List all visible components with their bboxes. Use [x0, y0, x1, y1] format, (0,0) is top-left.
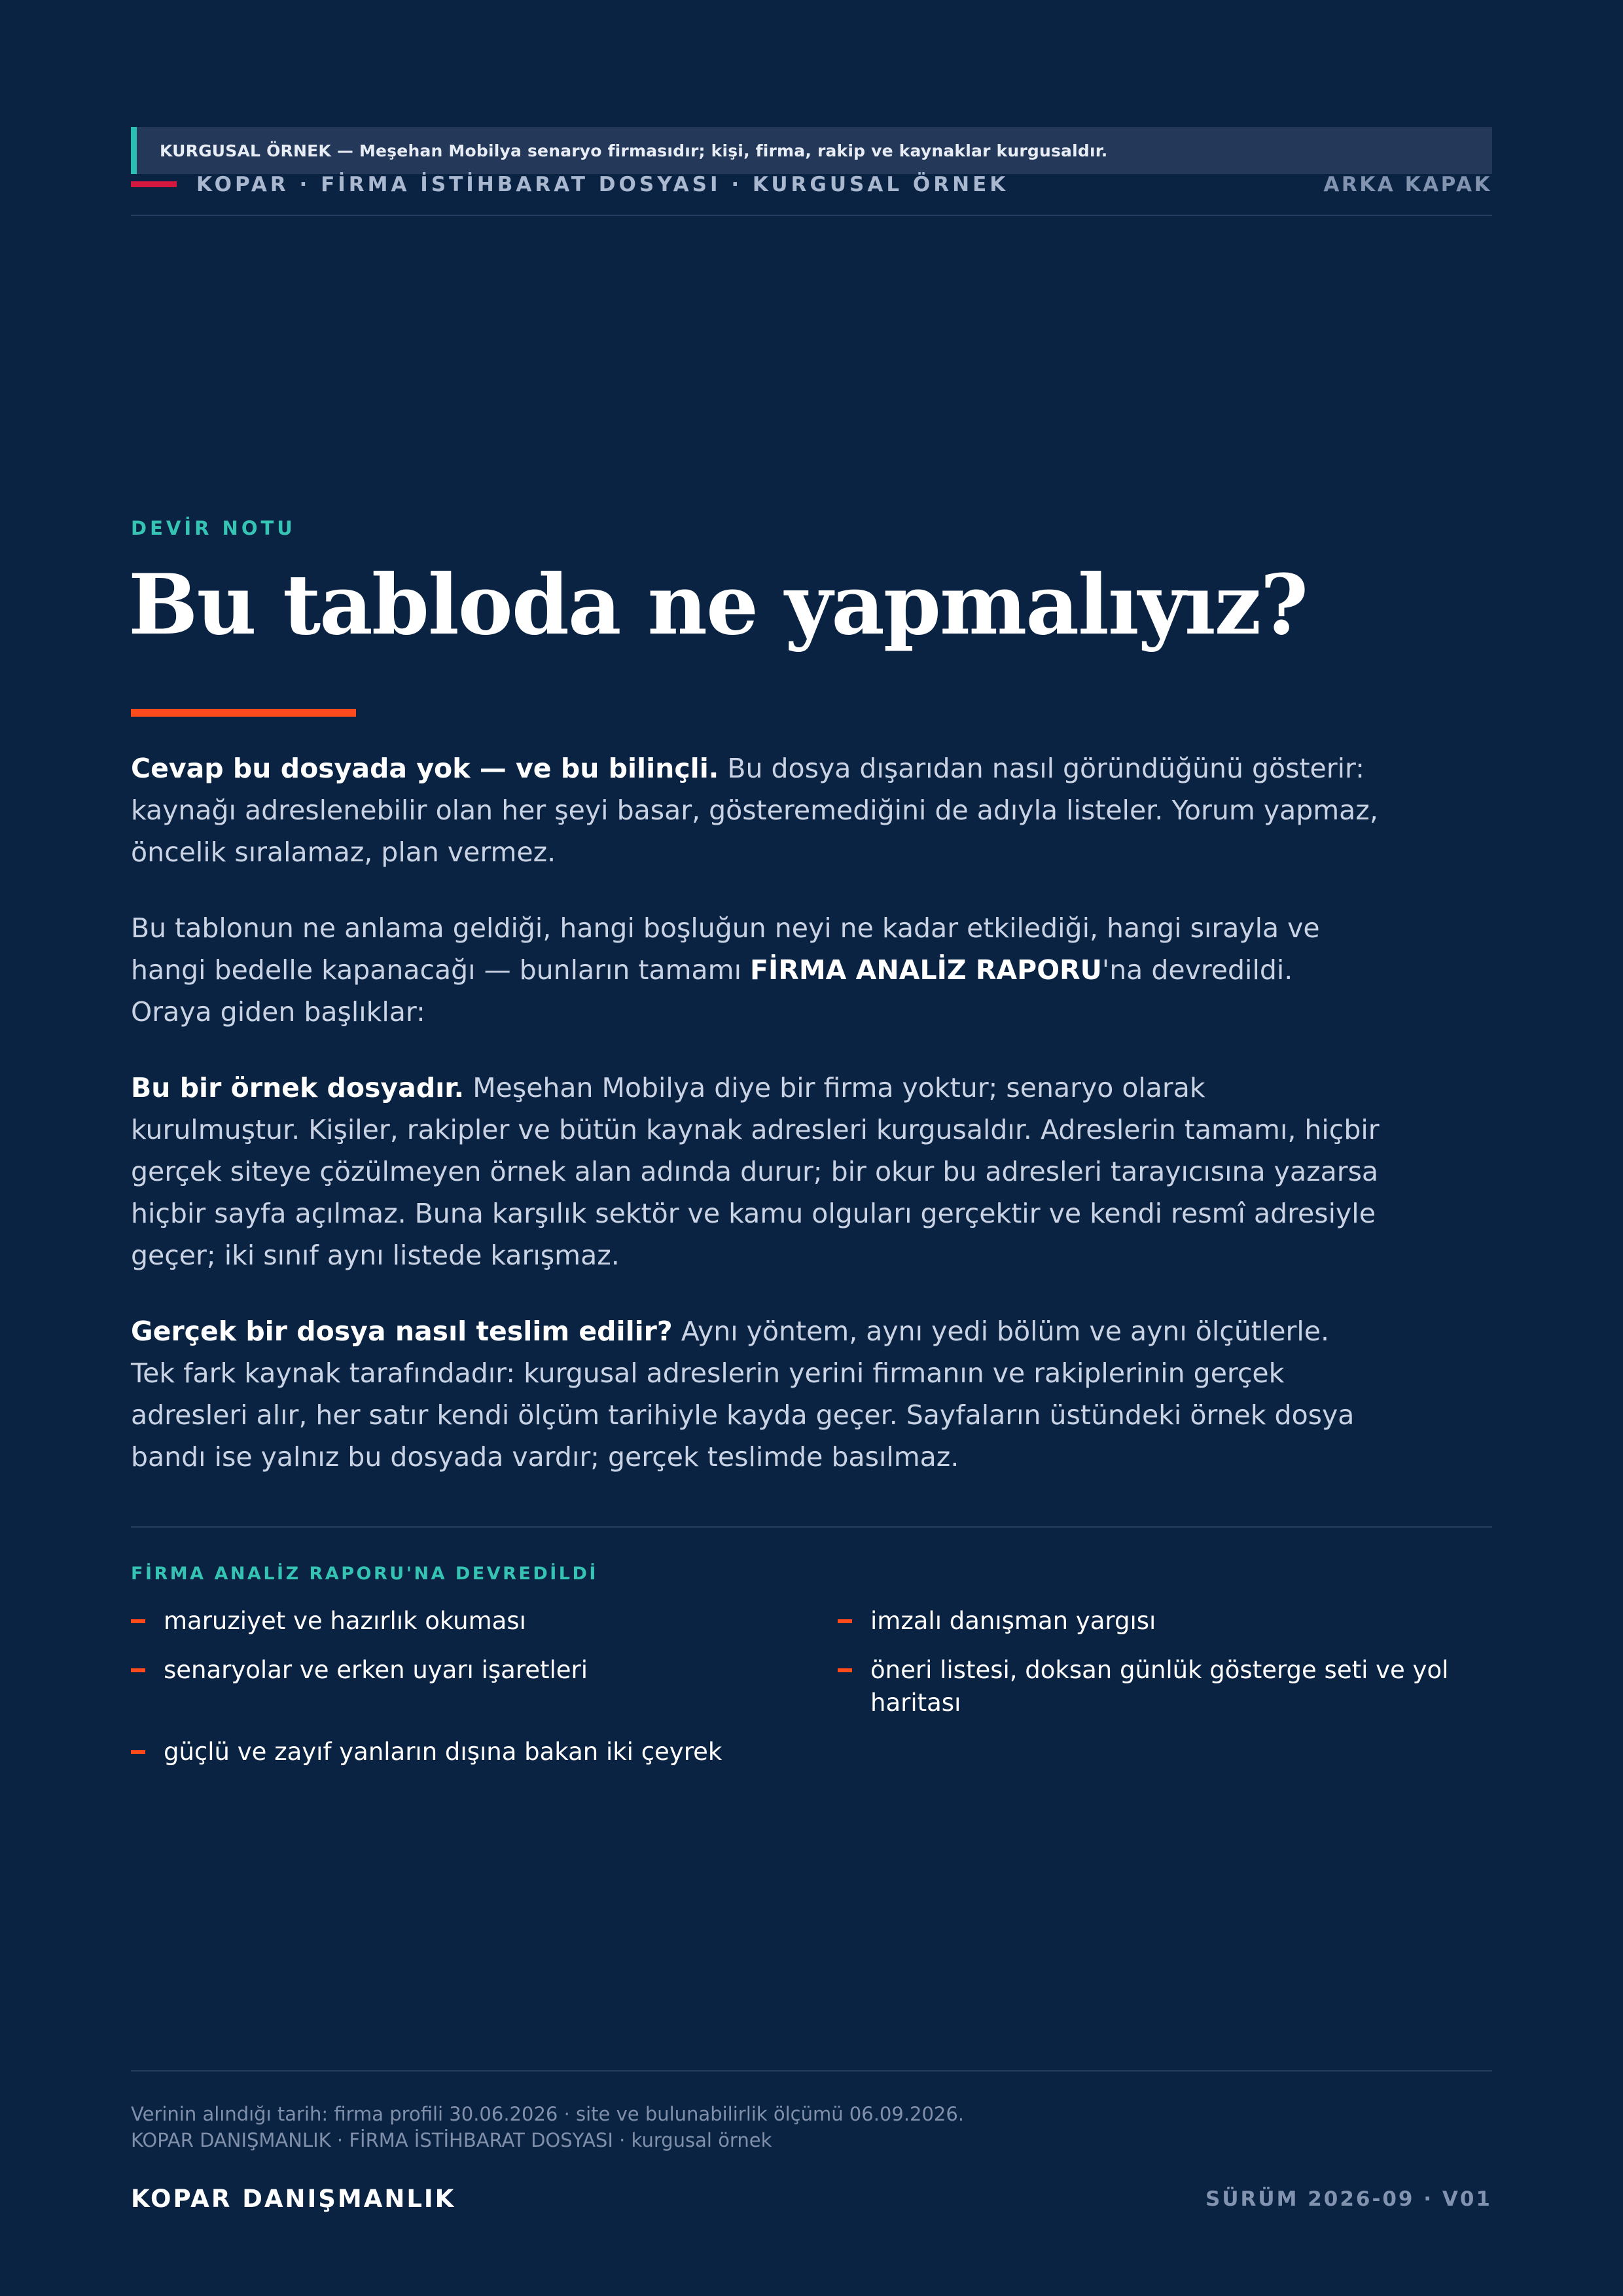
footer-divider [131, 2070, 1492, 2072]
paragraph-lead: Gerçek bir dosya nasıl teslim edilir? [131, 1316, 673, 1347]
dash-bullet-icon [838, 1619, 852, 1623]
handoff-list-item: imzalı danışman yargısı [838, 1605, 1492, 1638]
section-eyebrow: DEVİR NOTU [131, 517, 296, 539]
version-label: SÜRÜM 2026-09 · V01 [1205, 2187, 1492, 2211]
paragraph-text: Aynı yöntem, aynı yedi bölüm ve aynı ölçütlerle. Tek fark kaynak tarafındadır: kurgusal adreslerin yerini firmanın ve rakiplerinin gerçek adresleri alır, her satır kendi ölçüm tarihiyle kayda geçer. Sayfaların üstündeki örnek dosya bandı ise yalnız bu dosyada vardır; gerçek teslimde basılmaz. [131, 1316, 1355, 1473]
sample-file-banner [131, 127, 1492, 174]
imprint-line: KOPAR DANIŞMANLIK · FİRMA İSTİHBARAT DOSYASI · kurgusal örnek [131, 2129, 772, 2151]
paragraph-lead: Bu bir örnek dosyadır. [131, 1072, 465, 1103]
dash-bullet-icon [131, 1668, 145, 1672]
data-dates-note: Verinin alındığı tarih: firma profili 30.06.2026 · site ve bulunabilirlik ölçümü 06.09.2026. [131, 2103, 965, 2125]
dash-bullet-icon [131, 1750, 145, 1754]
handoff-list-item: öneri listesi, doksan günlük gösterge seti ve yol haritası [838, 1654, 1459, 1719]
paragraph-text: 'na devredildi. Oraya giden başlıklar: [131, 954, 1293, 1028]
paragraph-lead: Cevap bu dosyada yok — ve bu bilinçli. [131, 753, 719, 784]
body-text [131, 747, 1381, 1512]
header-section-label: ARKA KAPAK [1323, 173, 1492, 196]
banner-text: KURGUSAL ÖRNEK — Meşehan Mobilya senaryo firmasıdır; kişi, firma, rakip ve kaynaklar kurgusaldır. [160, 141, 1108, 160]
dash-bullet-icon [838, 1668, 852, 1672]
paragraph-real-delivery [131, 1310, 1381, 1478]
paragraph-text: Bu tablonun ne anlama geldiği, hangi boşluğun neyi ne kadar etkilediği, hangi sırayla ve hangi bedelle kapanacağı — bunların tamamı [131, 912, 1320, 986]
handoff-list-item: güçlü ve zayıf yanların dışına bakan iki çeyrek [131, 1736, 825, 1768]
paragraph-text: Bu dosya dışarıdan nasıl göründüğünü gösterir: kaynağı adreslenebilir olan her şeyi basar, gösteremediğini de adıyla listeler. Yorum yapmaz, öncelik sıralamaz, plan vermez. [131, 753, 1378, 868]
handoff-list-item: maruziyet ve hazırlık okuması [131, 1605, 798, 1638]
page-title: Bu tabloda ne yapmalıyız? [128, 556, 1308, 653]
paragraph-text: Meşehan Mobilya diye bir firma yoktur; senaryo olarak kurulmuştur. Kişiler, rakipler ve bütün kaynak adresleri kurgusaldır. Adreslerin tamamı, hiçbir gerçek siteye çözülmeyen örnek alan adında durur; bir okur bu adresleri tarayıcısına yazarsa hiçbir sayfa açılmaz. Buna karşılık sektör ve kamu olguları gerçektir ve kendi resmî adresiyle geçer; iki sınıf aynı listede karışmaz. [131, 1072, 1380, 1271]
document-header [131, 173, 1492, 216]
dash-bullet-icon [131, 1619, 145, 1623]
paragraph-answer [131, 747, 1381, 873]
header-accent-mark [131, 181, 177, 187]
section-divider [131, 1526, 1492, 1528]
header-title: KOPAR · FİRMA İSTİHBARAT DOSYASI · KURGUSAL ÖRNEK [196, 173, 1009, 196]
paragraph-handoff [131, 907, 1381, 1033]
handoff-list-item: senaryolar ve erken uyarı işaretleri [131, 1654, 798, 1687]
handoff-title: FİRMA ANALİZ RAPORU'NA DEVREDİLDİ [131, 1564, 598, 1584]
brand-name: KOPAR DANIŞMANLIK [131, 2185, 456, 2213]
report-name: FİRMA ANALİZ RAPORU [750, 954, 1102, 986]
paragraph-sample-notice [131, 1067, 1381, 1276]
title-underline [131, 709, 356, 717]
